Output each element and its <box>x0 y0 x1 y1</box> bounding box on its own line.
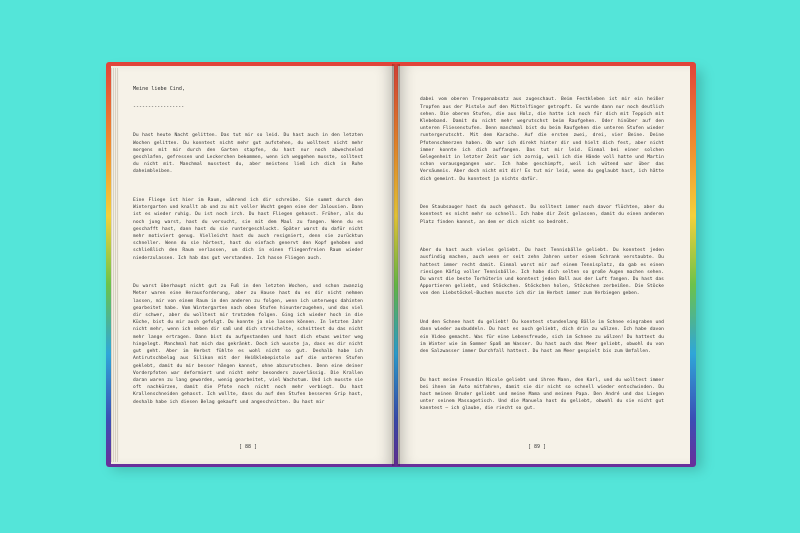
page-number-left: [ 88 ] <box>239 444 258 450</box>
book-gutter <box>392 64 400 466</box>
paragraph: Du hast meine Freundin Nicole geliebt und ihren Mann, den Karl, und du wolltest immer bei ihnen im Auto mitfahren, damit sie dir nicht so schnell wieder entschwinden. Du hast meinen Bruder geliebt und meine Mama und meinen Papa. Den André und das Liegen unter seinem Massagetisch. Und die Manuela hast du geliebt, obwohl du sie nicht gut kanntest – ich glaube, die riecht so gut. <box>420 377 667 412</box>
left-page <box>111 66 394 464</box>
page-stack-edge <box>111 68 119 462</box>
paragraph: Du warst überhaupt nicht gut zu Fuß in den letzten Wochen, und schon zwanzig Meter waren eine Herausforderung, aber zu Hause hast du es dir nicht nehmen lassen, mir von einem Raum in den anderen zu folgen, wenn ich unterwegs dahinten gearbeitet habe. Vom Wintergarten nach oben Stufen hinunterzugehen, und das viel dir schwer, aber du wolltest mir trotzdem folgen. Ging ich wieder hoch in die Küche, bist du mir auch gefolgt. Du konnte ja nie lassen können. In letzten Jahr nicht mehr, wenn ich neben dir saß und dich streichelte, schnittest du das nicht mehr lange ertragen. Dann bist du aufgestanden und hast dich etwas weiter weg hingelegt. Manchmal hat mich das gekränkt. Doch ich wusste ja, dass es dir nicht gut geht. Aber im Herbst fühlte es wohl nicht so gut. Deshalb habe ich Antirutschbelag aus Silikon mit der Heißklebepistole auf die unteren Stufen geklebt, damit du mir besser hängen kannst, ohne abzurutschen. Denn eine deiner Vorderpfoten war deformiert und nicht mehr besonders zuverlässig. Die Krallen daran waren zu lang geworden, wenig gearbeitet, viel Wachstum. Und ich musste sie oft nachkürzen, damit die Pfote noch nicht noch mehr verbiegt. Du hast Krallenschneiden gehasst. Ich wollte, dass du auf den Stufen besseren Grip hast, deshalb habe ich diesen Belag gekauft und angeschnitten. Du hast mir <box>133 284 366 405</box>
paragraph: Und den Schnee hast du geliebt! Du konntest stundenlang Bälle im Schnee eingraben und dann wieder ausbuddeln. Du hast es auch geliebt, dich drin zu wälzen. Ich habe davon ein Video gemacht. Was für eine Lebensfreude, sich im Schnee zu wälzen! Du hattest du im Winter wie im Sommer Spaß am Wasser. Du hast auch das Meer geliebt, obwohl du von den Salzwasser immer Durchfall hattest. Du hast am Meer gespielt bis zum Umfallen. <box>420 320 667 354</box>
right-page <box>398 66 690 464</box>
left-page-body <box>133 118 366 427</box>
greeting-underline: ----------------- <box>133 104 185 110</box>
paragraph: Du hast heute Nacht gelitten. Das tut mir so leid. Du hast auch in den letzten Wochen gelitten. Du konntest nicht mehr gut aufstehen, du wolltest nicht mehr morgens mit mir durch den Garten stapfen, du hast nur noch abwechselnd geschlafen, gefressen und Leckerchen bekommen, wenn ich weggehen musste, solltest du nicht mit. Manchmal musstest du, aber meistens ließ ich dich in Ruhe daheimbleiben. <box>133 133 366 175</box>
paragraph: Eine Fliege ist hier im Raum, während ich dir schreibe. Sie summt durch den Wintergarten und knallt ab und zu mit voller Wucht gegen eine der Jalousien. Dann ist es wieder ruhig. Du ist noch irch. Du hast Fliegen gehasst. Früher, als du noch jung warst, hast du versucht, sie mit dem Maul zu fangen. Wenn du es geschafft hast, dann hast du sie runtergeschluckt. Später warst du dafür nicht mehr motiviert genug. Vielleicht hast du auch resigniert, denn sie zurücktun schneller. Wenn du sie hörtest, hast du einfach genervt den Kopf gehoben und schließlich den Raum verlassen, um dich in einen fliegenfreien Raum wieder niederzulassen. Ich hab das gut verstanden. Ich hasse Fliegen auch. <box>133 198 366 261</box>
page-number-right: [ 89 ] <box>528 444 547 450</box>
letter-greeting: Meine liebe Cind, <box>133 86 186 92</box>
right-page-body <box>420 82 667 434</box>
paragraph: Den Staubsauger hast du auch gehasst. Du solltest immer noch davor flüchten, aber du konntest es nicht mehr so schnell. Ich habe dir Zeit gelassen, damit du einen anderen Platz finden kannst, an dem er dich nicht so bedroht. <box>420 205 667 225</box>
paragraph: dabei vom oberen Treppenabsatz aus zugeschaut. Beim Festkleben ist mir ein heißer Tropfen aus der Pistole auf den Mittelfinger getropft. Es wurde dann nur noch deutlich sehen. Die oberen Stufen, die aus Holz, die hatte ich noch für dich mit Teppich mit Klebeband. Damit du nicht mehr wegrutschst beim Raufgehen. Oder hinüber auf den unteren Fliesenstufen. Denn manchmal bist du beim Raufgehen die unteren Stufen wieder runtergerutscht. Mit dem Karacho. Auf die ersten zwei, drei, vier Beine. Deine Pfotenschmerzen haben. Ob war ich direkt hinter dir und hielt dich fest, aber nicht immer konnte ich dich auffangen. Das tut mir leid. Einmal bei einer solchen Gelegenheit in letzter Zeit war ich zornig, weil ich die Hände voll hatte und Martin schon vorausgegangen war. Ich habe geschimpft, weil ich wütend war über das Versäumnis. Aber doch nicht mit dir! Es tut mir leid, wenn du geglaubt hast, ich hätte dich gemeint. Du konntest ja nichts dafür. <box>420 97 667 182</box>
paragraph: Aber du hast auch vieles geliebt. Du hast Tennisbälle geliebt. Du konntest jeden ausfindig machen, auch wenn er seit zehn Jahren unter einem Schrank verstaubte. Du hattest immer recht damit. Einmal warst mir auf einem Tennisplatz, da gab es einen riesigen Käfig voller Tennisbälle. Ich habe dich selten so große Augen machen sehen. Du warst die beste Torhüterin und konntest jeden Ball aus der Luft fangen. Du hast das Apportieren geliebt, und Stöckchen. Stöckchen holen, Stöckchen zerbeißen. Die Stöcke von den Liebstöckel-Buchen musste ich dir im Herbst immer zum Verbiegen geben. <box>420 248 667 297</box>
